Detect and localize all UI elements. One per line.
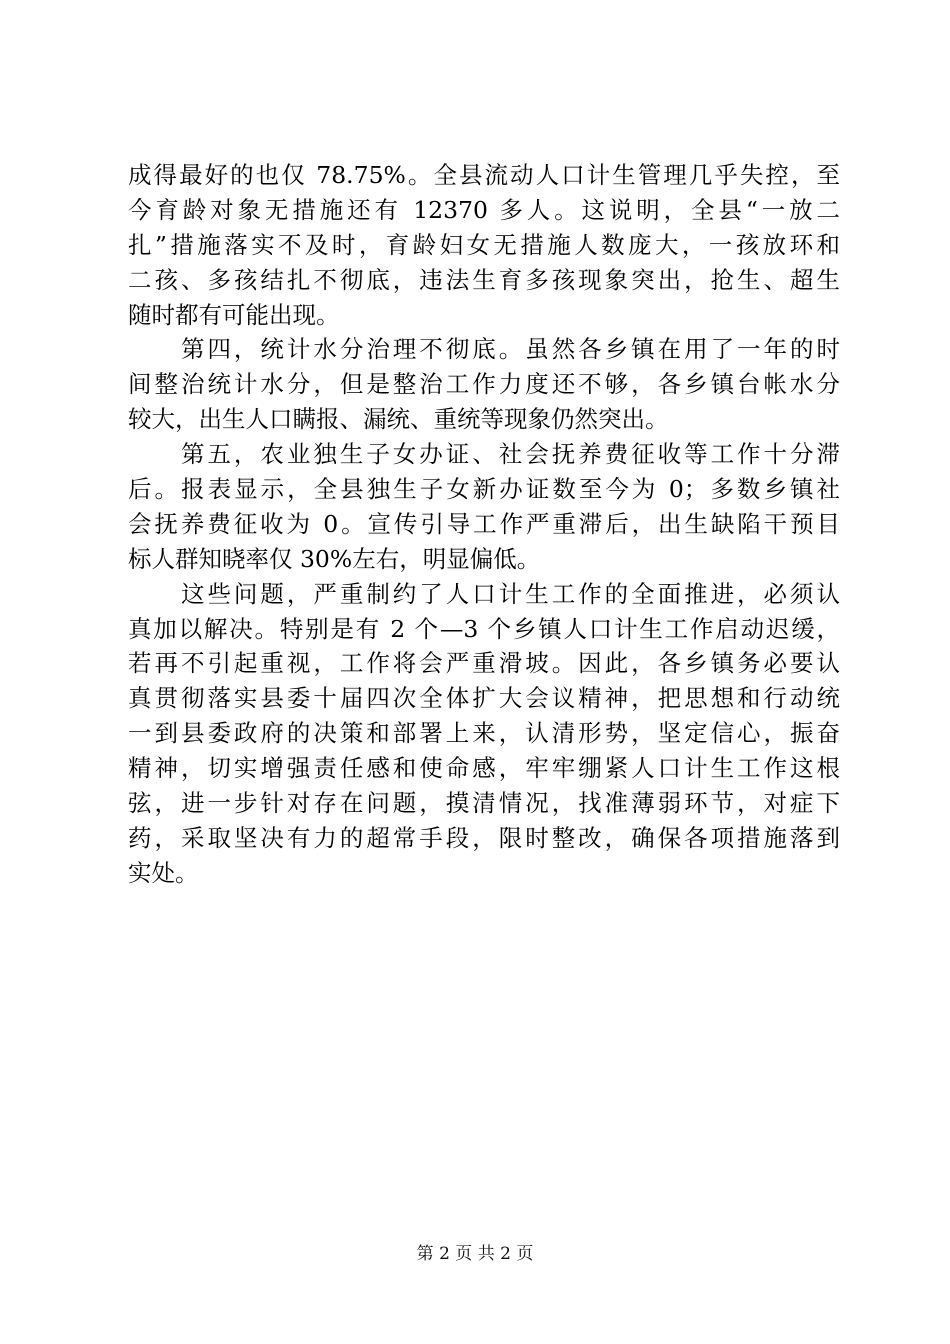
text-line: 成得最好的也仅 78.75%。全县流动人口计生管理几乎失控，至 [128, 161, 840, 189]
text-line: 较大，出生人口瞒报、漏统、重统等现象仍然突出。 [128, 405, 669, 434]
text-line: 这些问题，严重制约了人口计生工作的全面推进，必须认 [128, 579, 840, 608]
paragraph-2 [128, 332, 840, 437]
text-line: 若再不引起重视，工作将会严重滑坡。因此，各乡镇务必要认 [128, 649, 840, 678]
text-line: 实处。 [128, 858, 199, 887]
text-line: 药，采取坚决有力的超常手段，限时整改，确保各项措施落到 [128, 823, 840, 852]
text-line: 间整治统计水分，但是整治工作力度还不够，各乡镇台帐水分 [128, 370, 840, 399]
paragraph-1 [128, 158, 840, 332]
text-line: 会抚养费征收为 0。宣传引导工作严重滞后，出生缺陷干预目 [128, 509, 840, 538]
text-line: 随时都有可能出现。 [128, 300, 340, 329]
text-line: 今育龄对象无措施还有 12370 多人。这说明，全县“一放二 [128, 195, 840, 224]
text-line: 后。报表显示，全县独生子女新办证数至今为 0；多数乡镇社 [128, 475, 840, 504]
paragraph-4 [128, 577, 840, 891]
text-line: 标人群知晓率仅 30%左右，明显偏低。 [128, 544, 541, 573]
text-line: 一到县委政府的决策和部署上来，认清形势，坚定信心，振奋 [128, 719, 840, 748]
text-line: 扎”措施落实不及时，育龄妇女无措施人数庞大，一孩放环和 [128, 230, 840, 259]
page-footer: 第 2 页 共 2 页 [416, 1244, 534, 1264]
text-line: 精神，切实增强责任感和使命感，牢牢绷紧人口计生工作这根 [128, 754, 840, 783]
text-line: 二孩、多孩结扎不彻底，违法生育多孩现象突出，抢生、超生 [128, 265, 840, 294]
text-line: 第五，农业独生子女办证、社会抚养费征收等工作十分滞 [128, 440, 840, 469]
text-line: 真加以解决。特别是有 2 个—3 个乡镇人口计生工作启动迟缓， [128, 614, 840, 643]
document-body [128, 158, 840, 891]
text-line: 真贯彻落实县委十届四次全体扩大会议精神，把思想和行动统 [128, 684, 840, 713]
text-line: 弦，进一步针对存在问题，摸清情况，找准薄弱环节，对症下 [128, 789, 840, 818]
paragraph-3 [128, 437, 840, 577]
text-line: 第四，统计水分治理不彻底。虽然各乡镇在用了一年的时 [128, 335, 840, 364]
